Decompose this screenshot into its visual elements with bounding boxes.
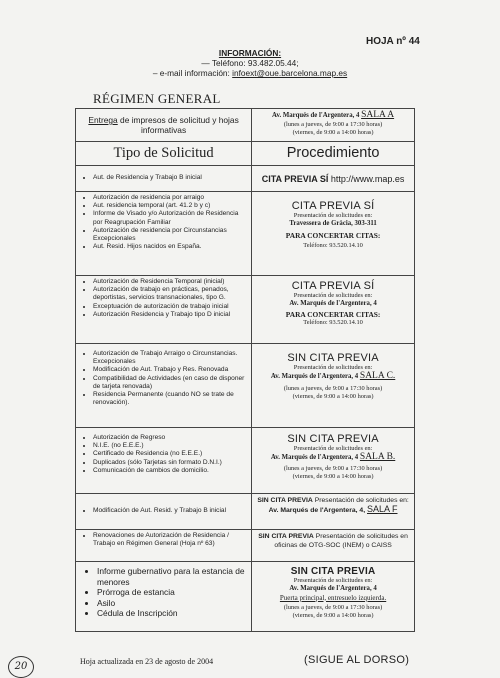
list-item: • Aut. residencia temporal (art. 41.2 b y c) bbox=[93, 202, 248, 210]
tipo-cell bbox=[76, 494, 252, 530]
list-item: • N.I.E. (no E.E.E.) bbox=[93, 442, 248, 450]
hours-weekday: (lunes a jueves, de 9:00 a 17:30 horas) bbox=[283, 464, 383, 472]
section-title: RÉGIMEN GENERAL bbox=[93, 91, 221, 106]
info-email: – e-mail información: infoext@oue.barcelona.map.es bbox=[152, 68, 348, 78]
tipo-list bbox=[79, 434, 248, 475]
list-item: • Autorización de trabajo en prácticas, penados, deportistas, servicios transnacionales, tipo G. bbox=[93, 286, 248, 302]
list-item: • Informe gubernativo para la estancia de menores bbox=[97, 566, 248, 587]
procedimiento-cell bbox=[252, 494, 415, 530]
presentacion-text: Presentación de solicitudes en: bbox=[293, 445, 373, 452]
tipo-cell bbox=[76, 276, 252, 344]
tipo-list bbox=[79, 174, 248, 182]
table-row bbox=[76, 530, 415, 562]
entrega-row bbox=[76, 109, 415, 142]
cita-status: CITA PREVIA SÍ bbox=[291, 280, 375, 292]
cita-status: CITA PREVIA SÍ bbox=[261, 173, 329, 184]
list-item: • Exceptuación de autorización de trabajo inicial bbox=[93, 303, 248, 311]
presentacion-text: Presentación de solicitudes en: bbox=[293, 364, 373, 371]
address-line bbox=[255, 372, 411, 382]
presentacion-text: Presentación de solicitudes en: bbox=[293, 577, 373, 584]
cita-status: SIN CITA PREVIA bbox=[290, 566, 376, 577]
list-item: • Autorización de Trabajo Arraigo o Circunstancias. Excepcionales bbox=[93, 350, 248, 366]
tipo-cell bbox=[76, 166, 252, 192]
hours-friday: (viernes, de 9:00 a 14:00 horas) bbox=[292, 611, 374, 619]
sala-label: SALA A bbox=[361, 110, 395, 120]
continue-note: (SIGUE AL DORSO) bbox=[304, 654, 410, 666]
list-item: • Compatibilidad de Actividades (en caso de disponer de tarjeta renovada) bbox=[93, 375, 248, 391]
list-item: • Aut. de Residencia y Trabajo B inicial bbox=[93, 174, 248, 182]
list-item: • Certificado de Residencia (no E.E.E.) bbox=[93, 450, 248, 458]
tipo-list bbox=[79, 350, 248, 407]
address-text: Av. Marqués de l'Argentera, 4 bbox=[289, 585, 377, 592]
procedimiento-cell bbox=[252, 428, 415, 494]
list-item: • Aut. Resid. Hijos nacidos en España. bbox=[93, 243, 248, 251]
list-item: • Asilo bbox=[97, 598, 248, 609]
address-detail: Puerta principal, entresuelo izquierda. bbox=[279, 593, 387, 602]
list-item: • Autorización de Residencia Temporal (inicial) bbox=[93, 278, 248, 286]
entrega-word: Entrega bbox=[88, 115, 118, 125]
list-item: • Prórroga de estancia bbox=[97, 587, 248, 598]
sala-label: SALA F bbox=[366, 504, 398, 514]
hours-friday: (viernes, de 9:00 a 14:00 horas) bbox=[292, 392, 374, 400]
tipo-cell bbox=[76, 192, 252, 276]
entrega-text: de impresos de solicitud y hojas informativas bbox=[117, 115, 239, 135]
address-text: Travessera de Gràcia, 303-311 bbox=[289, 220, 377, 227]
address-text: Av. Marqués de l'Argentera, 4 bbox=[289, 300, 377, 307]
table-row bbox=[76, 494, 415, 530]
address-text: Av. Marqués de l'Argentera, 4 bbox=[272, 112, 360, 119]
procedures-table bbox=[75, 108, 415, 632]
table-row bbox=[76, 344, 415, 428]
cita-status: SIN CITA PREVIA bbox=[287, 352, 379, 364]
table-row bbox=[76, 562, 415, 632]
phone-text: Teléfono: 93.482.05.44; bbox=[211, 58, 299, 68]
list-item: • Autorización Residencia y Trabajo tipo D inicial bbox=[93, 311, 248, 319]
tipo-cell bbox=[76, 530, 252, 562]
map-link[interactable]: http://www.map.es bbox=[330, 173, 405, 184]
table-row bbox=[76, 428, 415, 494]
entrega-address bbox=[255, 111, 411, 121]
hours-friday: (viernes, de 9:00 a 14:00 horas) bbox=[292, 472, 374, 480]
email-link[interactable]: infoext@oue.barcelona.map.es bbox=[232, 68, 348, 78]
presentacion-text: Presentación de solicitudes en oficinas de OTG-SOC (INEM) o CAISS bbox=[274, 533, 408, 549]
procedimiento-cell bbox=[252, 192, 415, 276]
info-title: INFORMACIÓN: bbox=[218, 48, 282, 58]
table-row bbox=[76, 276, 415, 344]
entrega-cell bbox=[76, 109, 252, 142]
updated-note: Hoja actualizada en 23 de agosto de 2004 bbox=[80, 657, 214, 666]
list-item: • Autorización de Regreso bbox=[93, 434, 248, 442]
header-procedimiento: Procedimiento bbox=[252, 142, 415, 166]
presentacion-text: Presentación de solicitudes en: bbox=[312, 497, 409, 504]
hours-weekday: (lunes a jueves, de 9:00 a 17:30 horas) bbox=[283, 384, 383, 392]
list-item: • Modificación de Aut. Resid. y Trabajo B inicial bbox=[93, 507, 248, 515]
list-item: • Autorización de residencia por arraigo bbox=[93, 194, 248, 202]
concertar-text: PARA CONCERTAR CITAS: bbox=[285, 309, 381, 319]
concertar-text: PARA CONCERTAR CITAS: bbox=[285, 230, 381, 240]
tipo-cell bbox=[76, 562, 252, 632]
list-item: • Comunicación de cambios de domicilio. bbox=[93, 467, 248, 475]
procedimiento-cell bbox=[252, 344, 415, 428]
procedimiento-cell bbox=[252, 166, 415, 192]
list-item: • Renovaciones de Autorización de Residencia / Trabajo en Régimen General (Hoja nº 63) bbox=[93, 532, 248, 548]
header-row bbox=[76, 142, 415, 166]
table-row bbox=[76, 166, 415, 192]
tipo-list bbox=[79, 532, 248, 548]
address-text: Av. Marqués de l'Argentera, 4 bbox=[270, 373, 359, 380]
presentacion-text: Presentación de solicitudes en: bbox=[293, 212, 373, 219]
email-label: e-mail información: bbox=[159, 68, 230, 78]
address-line bbox=[255, 453, 411, 463]
sala-label: SALA C. bbox=[359, 371, 396, 381]
info-phone: — Teléfono: 93.482.05.44; bbox=[201, 58, 299, 68]
table-row bbox=[76, 192, 415, 276]
phone-text: Teléfono: 93.520.14.10 bbox=[303, 319, 363, 326]
hours-weekday: (lunes a jueves, de 9:00 a 17:30 horas) bbox=[283, 603, 383, 611]
presentacion-text: Presentación de solicitudes en: bbox=[293, 292, 373, 299]
procedimiento-cell bbox=[252, 276, 415, 344]
tipo-cell bbox=[76, 344, 252, 428]
cita-status: CITA PREVIA SÍ bbox=[291, 200, 375, 212]
procedimiento-cell bbox=[252, 530, 415, 562]
cita-status: SIN CITA PREVIA bbox=[258, 533, 314, 540]
tipo-list bbox=[79, 194, 248, 251]
header-tipo: Tipo de Solicitud bbox=[76, 142, 252, 166]
list-item: • Cédula de Inscripción bbox=[97, 608, 248, 619]
list-item: • Informe de Visado y/o Autorización de Residencia por Reagrupación Familiar bbox=[93, 210, 248, 226]
tipo-list bbox=[79, 278, 248, 319]
procedimiento-cell bbox=[252, 562, 415, 632]
tipo-cell bbox=[76, 428, 252, 494]
hours-weekday: (lunes a jueves, de 9:00 a 17:30 horas) bbox=[283, 120, 383, 128]
info-block bbox=[150, 48, 350, 78]
handwritten-number: 20 bbox=[8, 656, 34, 678]
hours-friday: (viernes, de 9:00 a 14:00 horas) bbox=[292, 128, 374, 136]
cita-status: SIN CITA PREVIA bbox=[257, 497, 313, 504]
tipo-list bbox=[79, 566, 248, 619]
list-item: • Autorización de residencia por Circunstancias Excepcionales bbox=[93, 227, 248, 243]
address-text: Av. Marqués de l'Argentera, 4, bbox=[268, 507, 366, 514]
tipo-list bbox=[79, 507, 248, 515]
phone-text: Teléfono: 93.520.14.10 bbox=[303, 242, 363, 249]
list-item: • Modificación de Aut. Trabajo y Res. Renovada bbox=[93, 366, 248, 374]
sala-label: SALA B. bbox=[359, 452, 396, 462]
entrega-address-cell bbox=[252, 109, 415, 142]
list-item: • Duplicados (sólo Tarjetas sin formato D.N.I.) bbox=[93, 459, 248, 467]
page-number: HOJA nº 44 bbox=[366, 36, 420, 47]
list-item: • Residencia Permanente (cuando NO se trate de renovación). bbox=[93, 391, 248, 407]
address-text: Av. Marqués de l'Argentera, 4 bbox=[270, 454, 359, 461]
cita-status: SIN CITA PREVIA bbox=[287, 433, 379, 445]
